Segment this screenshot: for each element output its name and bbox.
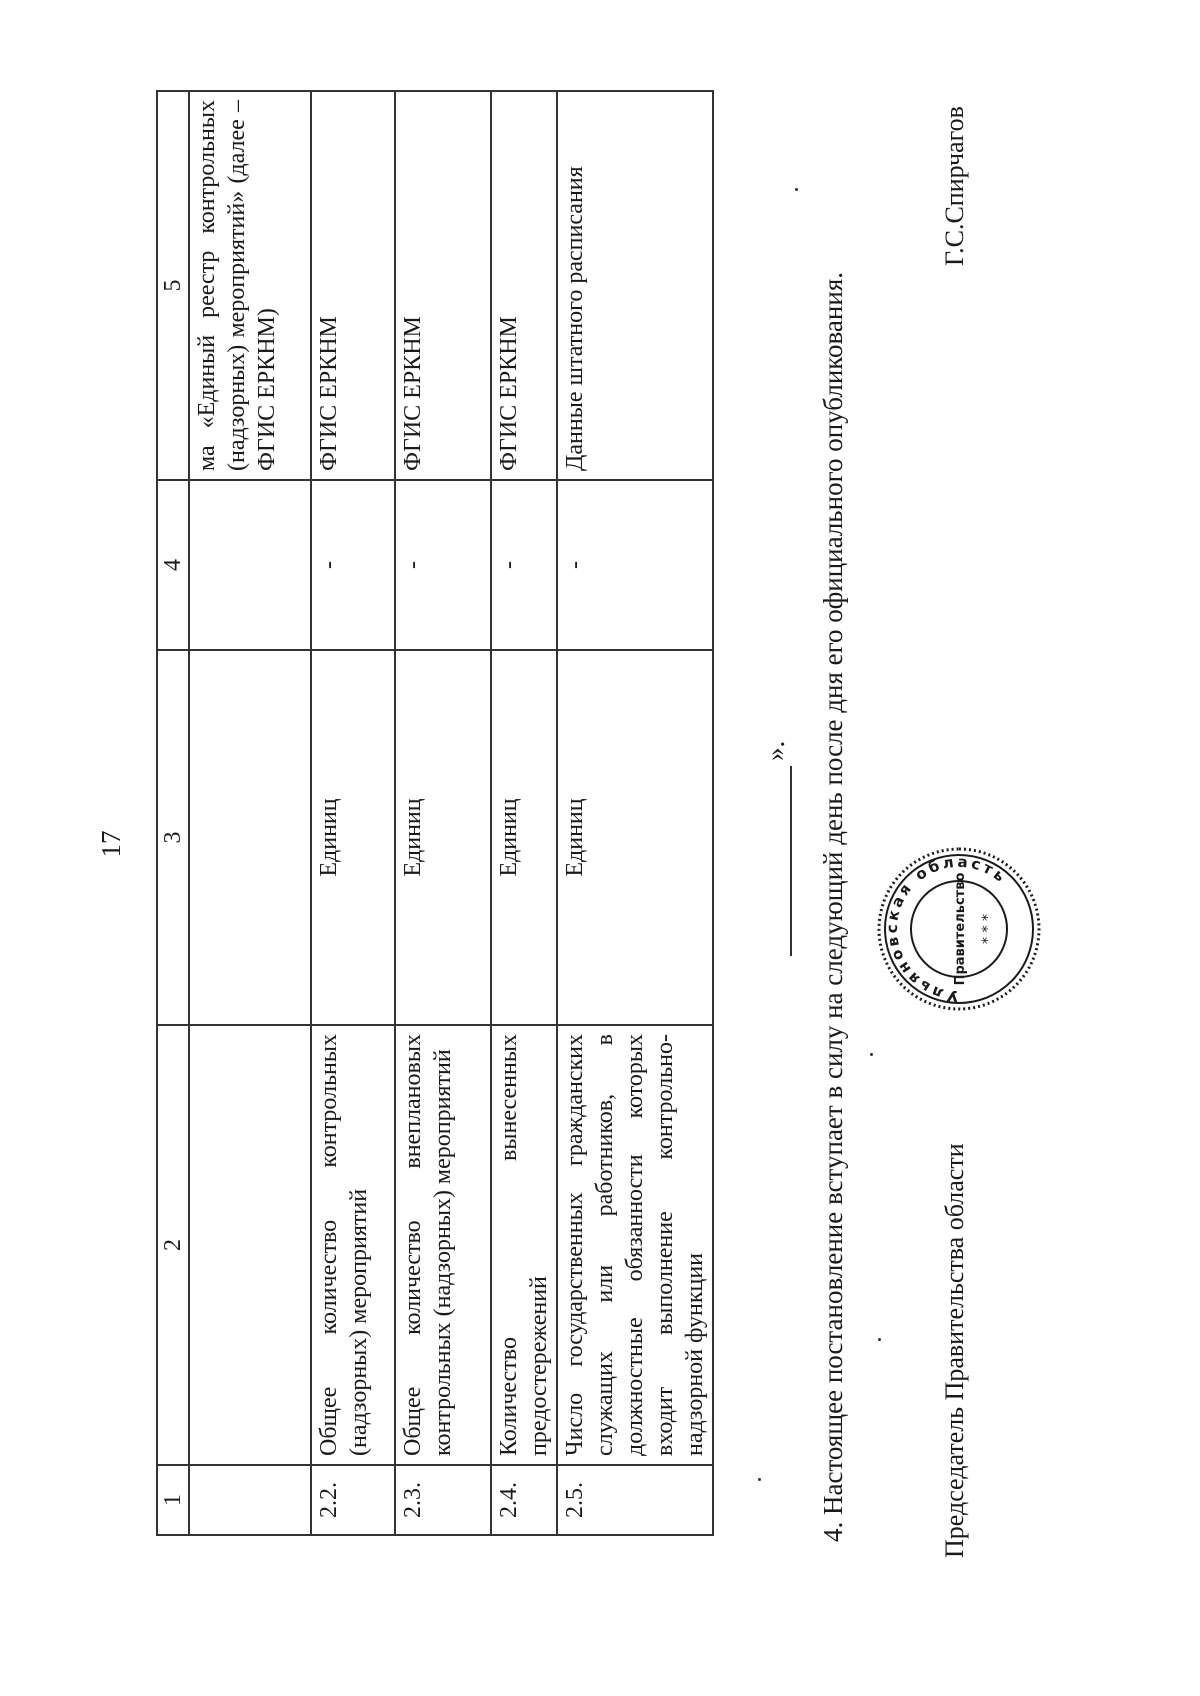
source-cell: Данные штатного расписания xyxy=(557,91,713,480)
scan-speck xyxy=(758,1478,761,1481)
value-cell: - xyxy=(491,480,557,650)
closing-quote: ». xyxy=(760,740,790,761)
scan-speck xyxy=(870,1053,873,1056)
signer-name: Г.С.Спирчагов xyxy=(940,106,969,266)
official-seal xyxy=(874,844,1044,1014)
header-cell: 2 xyxy=(157,1025,189,1465)
row-number: 2.3. xyxy=(395,1465,491,1535)
indicators-table xyxy=(156,90,714,1536)
table-header-row xyxy=(157,91,189,1535)
unit-cell: Единиц xyxy=(395,650,491,1025)
value-cell: - xyxy=(311,480,395,650)
scan-speck xyxy=(795,188,798,191)
value-cell: - xyxy=(395,480,491,650)
seal-center-text: Правительство xyxy=(953,872,968,986)
indicator-name: Общее количество контрольных (надзорных) мероприятий xyxy=(311,1025,395,1465)
unit-cell: Единиц xyxy=(311,650,395,1025)
table-row xyxy=(189,91,311,1535)
page-number: 17 xyxy=(96,830,126,858)
source-cell: ФГИС ЕРКНМ xyxy=(491,91,557,480)
indicator-name xyxy=(189,1025,311,1465)
row-number: 2.2. xyxy=(311,1465,395,1535)
value-cell xyxy=(189,480,311,650)
seal-ring-text: Ульяновская область xyxy=(882,852,1011,1006)
header-cell: 1 xyxy=(157,1465,189,1535)
effective-date-paragraph: 4. Настоящее постановление вступает в силу на следующий день после дня его официального опубликования. xyxy=(818,272,848,1542)
signer-title: Председатель Правительства области xyxy=(940,1143,969,1558)
indicator-name: Количество вынесенных предостережений xyxy=(491,1025,557,1465)
row-number xyxy=(189,1465,311,1535)
source-cell: ФГИС ЕРКНМ xyxy=(311,91,395,480)
header-cell: 3 xyxy=(157,650,189,1025)
header-cell: 4 xyxy=(157,480,189,650)
row-number: 2.4. xyxy=(491,1465,557,1535)
row-number: 2.5. xyxy=(557,1465,713,1535)
source-cell: ма «Единый реестр контрольных (надзорных) мероприятий» (далее – ФГИС ЕРКНМ) xyxy=(189,91,311,480)
unit-cell: Единиц xyxy=(491,650,557,1025)
indicator-name: Общее количество внеплановых контрольных (надзорных) мероприятий xyxy=(395,1025,491,1465)
source-cell: ФГИС ЕРКНМ xyxy=(395,91,491,480)
table-row xyxy=(491,91,557,1535)
blank-line xyxy=(762,766,792,956)
table-row xyxy=(311,91,395,1535)
unit-cell: Единиц xyxy=(557,650,713,1025)
seal-star-icon: * * * xyxy=(980,914,996,944)
value-cell: - xyxy=(557,480,713,650)
indicator-name: Число государственных гражданских служащих или работников, в должностные обязанности которых входит выполнение контрольно-надзорной функции xyxy=(557,1025,713,1465)
table-row xyxy=(395,91,491,1535)
table-row xyxy=(557,91,713,1535)
unit-cell xyxy=(189,650,311,1025)
scan-speck xyxy=(878,1338,881,1341)
header-cell: 5 xyxy=(157,91,189,480)
